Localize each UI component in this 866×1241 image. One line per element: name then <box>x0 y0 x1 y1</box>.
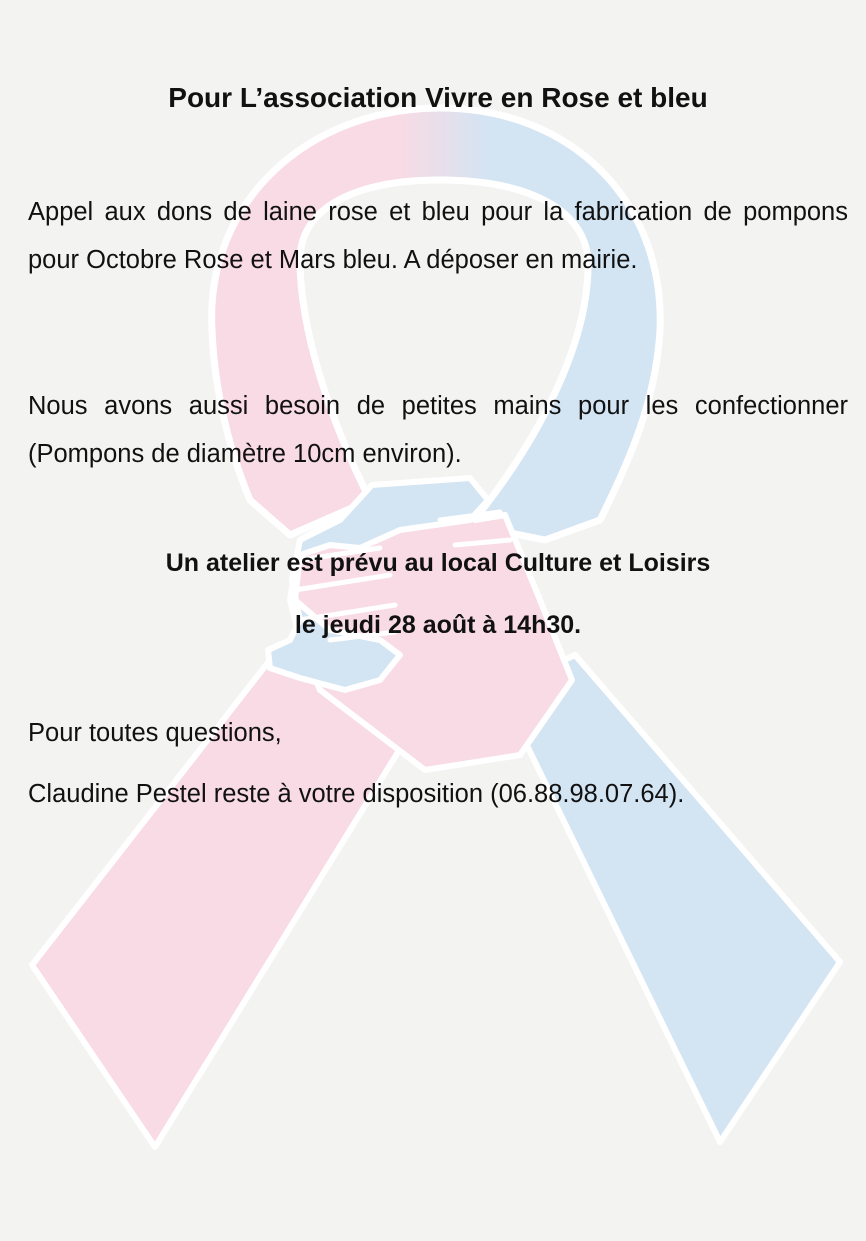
contact-info: Claudine Pestel reste à votre disposition (06.88.98.07.64). <box>28 780 685 808</box>
questions-intro: Pour toutes questions, <box>28 719 282 747</box>
workshop-date: le jeudi 28 août à 14h30. <box>294 611 582 639</box>
page-title: Pour L’association Vivre en Rose et bleu <box>168 82 708 113</box>
wool-donation-paragraph: Appel aux dons de laine rose et bleu pour la fabrication de pompons pour Octobre Rose et Mars bleu. A déposer en mairie. <box>28 198 848 274</box>
workshop-location: Un atelier est prévu au local Culture et Loisirs <box>165 549 711 577</box>
volunteer-paragraph: Nous avons aussi besoin de petites mains pour les confectionner (Pompons de diamètre 10cm environ). <box>28 392 848 468</box>
